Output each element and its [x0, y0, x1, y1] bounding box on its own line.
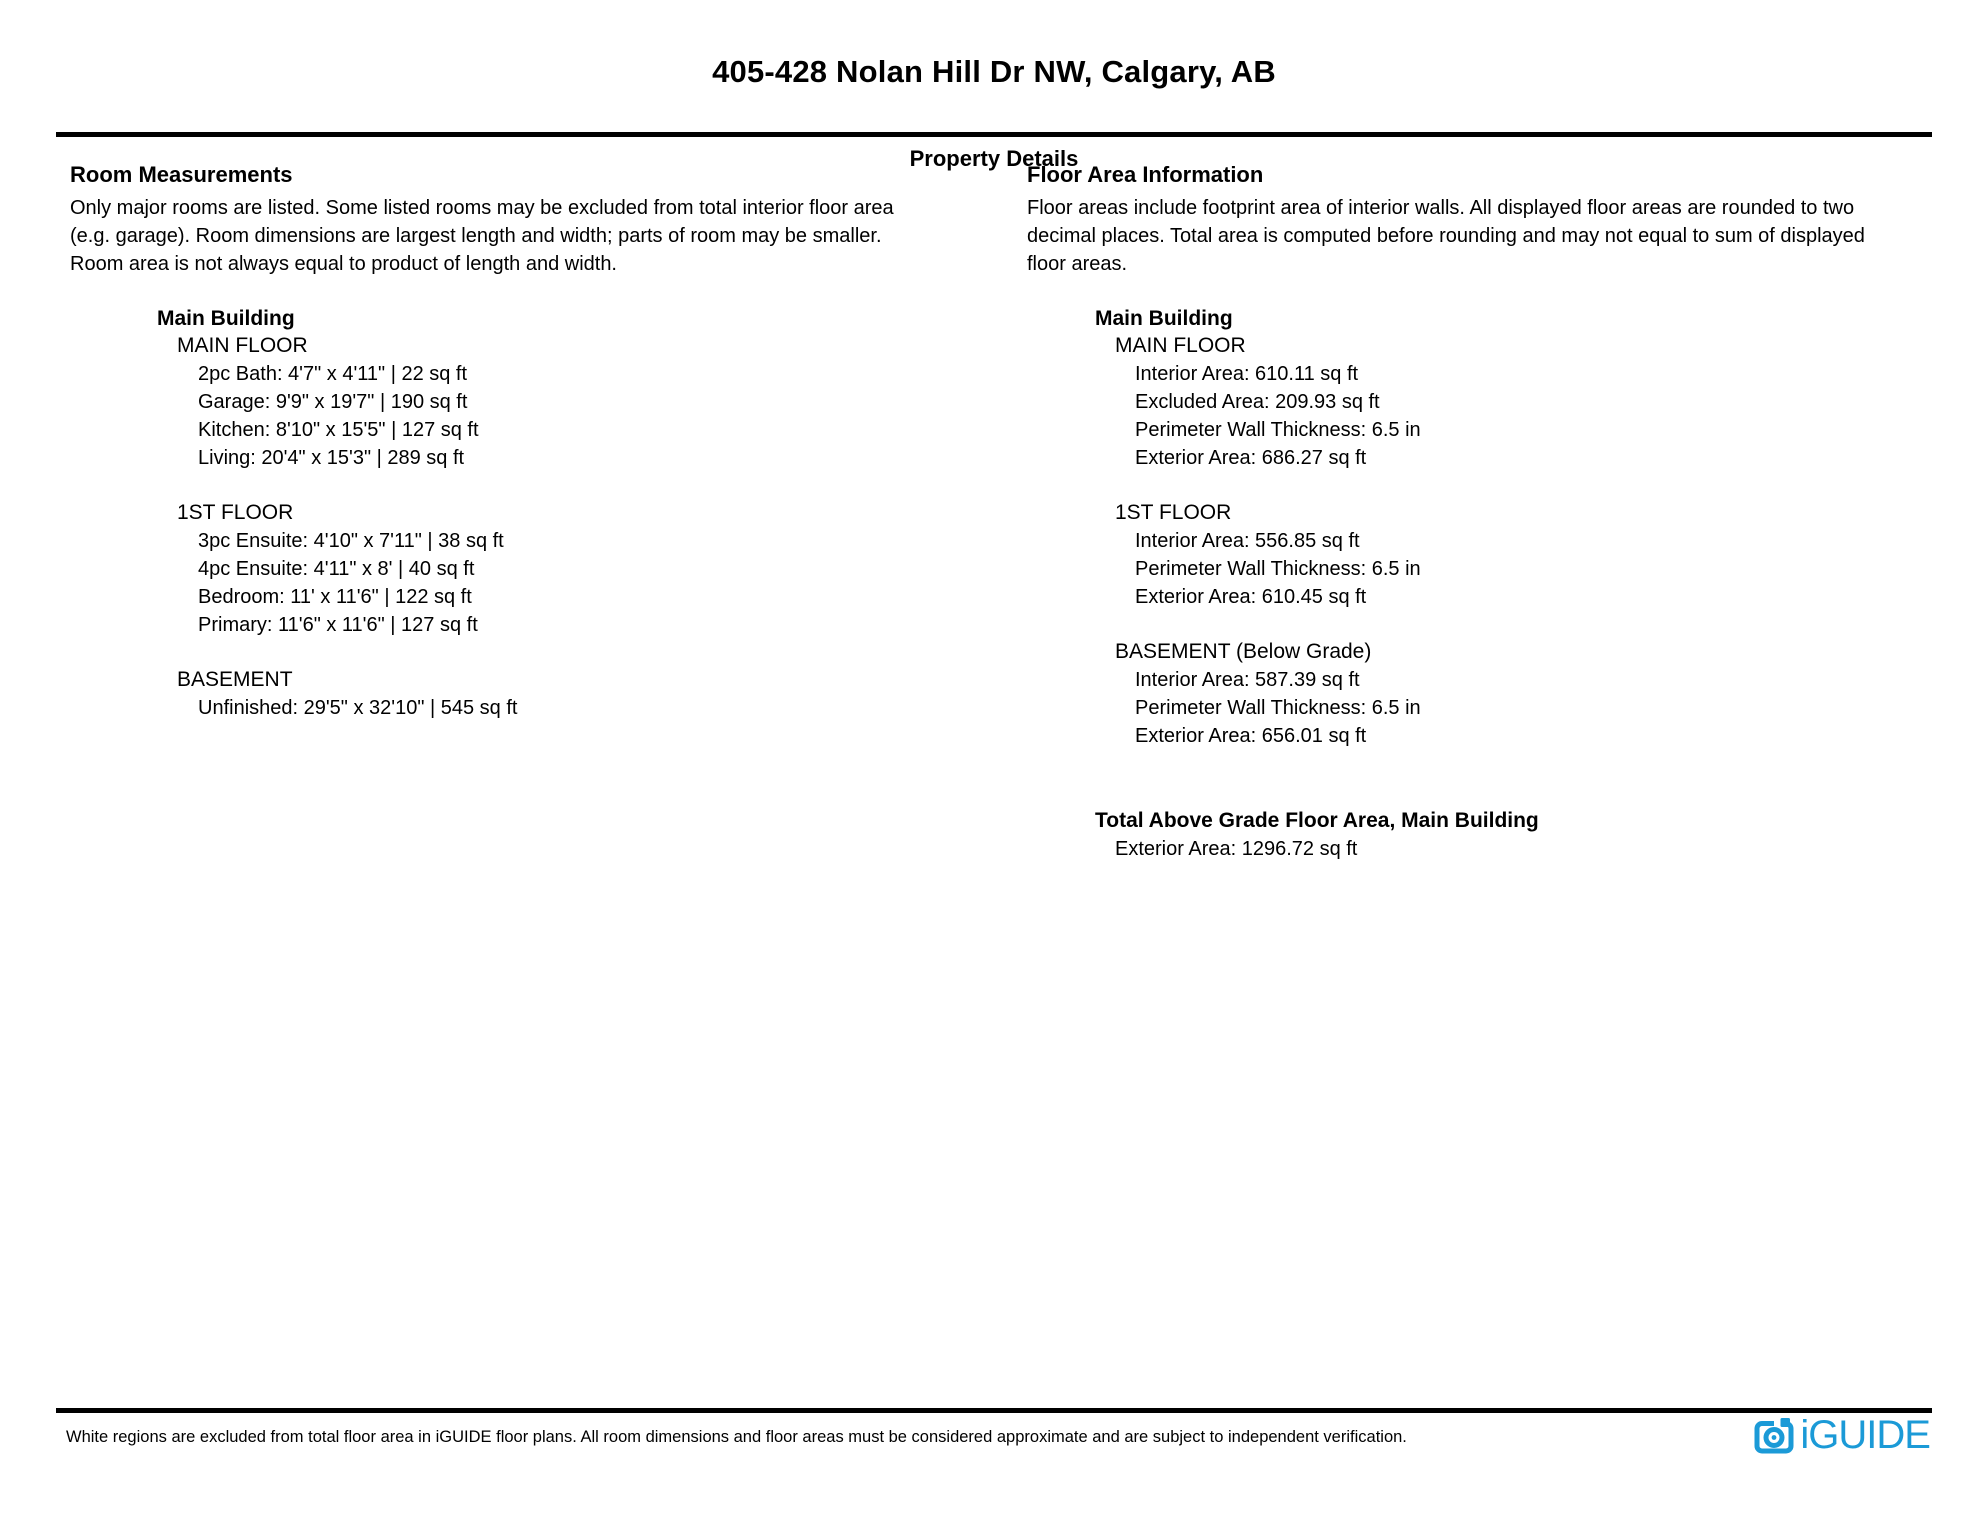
- room-measurements-section: [70, 162, 1030, 722]
- room-entry: Unfinished: 29'5" x 32'10" | 545 sq ft: [198, 697, 518, 719]
- building-name: Main Building: [157, 307, 295, 330]
- floor-area-building: [1095, 305, 1957, 750]
- area-entry: Perimeter Wall Thickness: 6.5 in: [1135, 419, 1421, 441]
- total-above-grade-block: [1095, 807, 1957, 863]
- iguide-logo-text: iGUIDE: [1800, 1413, 1930, 1457]
- page-title: 405-428 Nolan Hill Dr NW, Calgary, AB: [712, 54, 1276, 89]
- area-block-basement: [1115, 638, 1957, 750]
- area-block-main-floor: [1115, 332, 1957, 472]
- iguide-camera-icon: [1754, 1417, 1795, 1454]
- footer-disclaimer: White regions are excluded from total floor area in iGUIDE floor plans. All room dimensions and floor areas must be considered approximate and are subject to independent verification.: [66, 1428, 1407, 1446]
- description-line: (e.g. garage). Room dimensions are largest length and width; parts of room may be smaller.: [70, 225, 882, 247]
- floor-block-basement: [177, 666, 1030, 722]
- area-entry: Perimeter Wall Thickness: 6.5 in: [1135, 697, 1421, 719]
- room-entry: Primary: 11'6" x 11'6" | 127 sq ft: [198, 614, 478, 636]
- footer-divider: [56, 1408, 1932, 1413]
- room-entry: 3pc Ensuite: 4'10" x 7'11" | 38 sq ft: [198, 530, 504, 552]
- area-entry: Interior Area: 556.85 sq ft: [1135, 530, 1360, 552]
- page-subtitle: Property Details: [909, 146, 1079, 171]
- area-entry: Exterior Area: 686.27 sq ft: [1135, 447, 1367, 469]
- area-entry: Perimeter Wall Thickness: 6.5 in: [1135, 558, 1421, 580]
- floor-area-description: [1027, 194, 1957, 278]
- room-measurements-heading: Room Measurements: [70, 162, 293, 187]
- floor-name: BASEMENT (Below Grade): [1115, 640, 1372, 663]
- description-line: Room area is not always equal to product of length and width.: [70, 253, 617, 275]
- area-entry: Interior Area: 587.39 sq ft: [1135, 669, 1360, 691]
- description-line: floor areas.: [1027, 253, 1128, 275]
- header-divider: [56, 132, 1932, 137]
- floor-block-main-floor: [177, 332, 1030, 472]
- iguide-logo: [1754, 1415, 1930, 1455]
- floor-name: MAIN FLOOR: [177, 334, 308, 357]
- description-line: decimal places. Total area is computed before rounding and may not equal to sum of displayed: [1027, 225, 1865, 247]
- area-entry: Excluded Area: 209.93 sq ft: [1135, 391, 1380, 413]
- floor-name: MAIN FLOOR: [1115, 334, 1246, 357]
- building-name: Main Building: [1095, 307, 1233, 330]
- room-entry: Garage: 9'9" x 19'7" | 190 sq ft: [198, 391, 468, 413]
- room-entry: Living: 20'4" x 15'3" | 289 sq ft: [198, 447, 465, 469]
- room-entry: 4pc Ensuite: 4'11" x 8' | 40 sq ft: [198, 558, 475, 580]
- description-line: Only major rooms are listed. Some listed rooms may be excluded from total interior floor area: [70, 197, 894, 219]
- area-block-1st-floor: [1115, 499, 1957, 611]
- total-above-grade-heading: Total Above Grade Floor Area, Main Building: [1095, 809, 1539, 832]
- floor-area-information-heading: Floor Area Information: [1027, 162, 1264, 187]
- floor-name: 1ST FLOOR: [177, 501, 294, 524]
- room-measurements-description: [70, 194, 1030, 278]
- room-entry: Kitchen: 8'10" x 15'5" | 127 sq ft: [198, 419, 479, 441]
- floor-block-1st-floor: [177, 499, 1030, 639]
- room-measurements-building: [157, 305, 1030, 722]
- room-entry: Bedroom: 11' x 11'6" | 122 sq ft: [198, 586, 472, 608]
- room-entry: 2pc Bath: 4'7" x 4'11" | 22 sq ft: [198, 363, 468, 385]
- area-entry: Interior Area: 610.11 sq ft: [1135, 363, 1359, 385]
- floor-name: 1ST FLOOR: [1115, 501, 1232, 524]
- area-entry: Exterior Area: 656.01 sq ft: [1135, 725, 1367, 747]
- floor-area-information-section: [1027, 162, 1957, 863]
- floor-name: BASEMENT: [177, 668, 293, 691]
- total-above-grade-value: Exterior Area: 1296.72 sq ft: [1115, 838, 1358, 860]
- area-entry: Exterior Area: 610.45 sq ft: [1135, 586, 1367, 608]
- description-line: Floor areas include footprint area of interior walls. All displayed floor areas are rounded to two: [1027, 197, 1855, 219]
